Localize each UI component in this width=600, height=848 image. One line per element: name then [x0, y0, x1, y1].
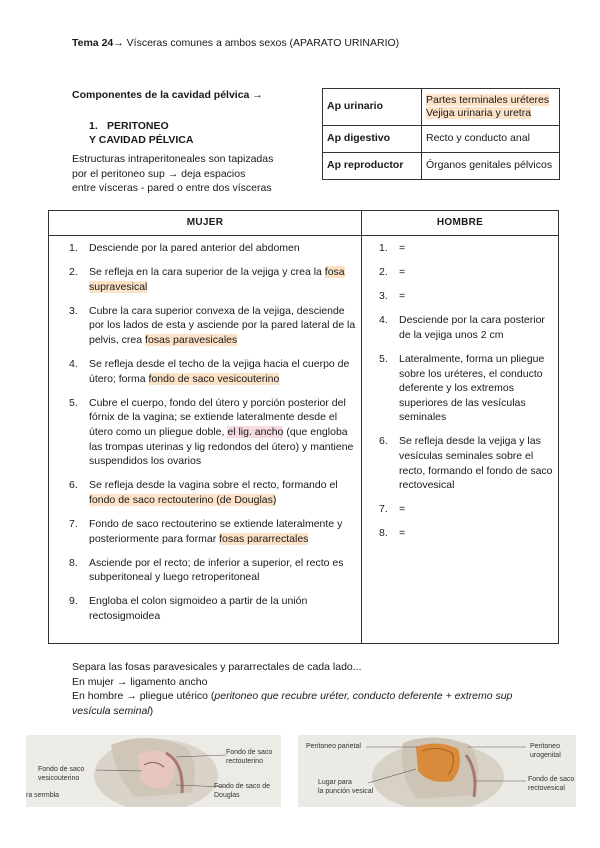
footer-italic: peritoneo que recubre uréter, conducto deferente + extremo sup vesícula seminal [72, 690, 513, 717]
footer-line: En mujer → ligamento ancho [72, 675, 208, 688]
item-text: Engloba el colon sigmoideo a partir de la unión rectosigmoidea [89, 595, 308, 622]
list-item [69, 478, 357, 507]
components-row-urinario [323, 89, 560, 126]
item-number: 8. [69, 556, 78, 569]
column-header-mujer: MUJER [186, 217, 224, 228]
list-item [379, 265, 554, 280]
item-number: 5. [69, 396, 78, 409]
item-text: = [399, 266, 406, 279]
highlight-text: fondo de saco rectouterino (de Douglas) [89, 493, 277, 506]
item-text: (que engloba las trompas uterinas y lig redondos del útero) y mantiene suspendidos los ovarios [89, 425, 354, 468]
components-row-reproductor [323, 153, 560, 180]
item-text: = [399, 503, 406, 516]
list-item [69, 556, 357, 585]
list-item [379, 352, 554, 425]
item-number: 8. [379, 527, 388, 540]
list-item [69, 241, 357, 256]
item-number: 7. [379, 503, 388, 516]
item-number: 9. [69, 595, 78, 608]
item-text: Cubre el cuerpo, fondo del útero y porción posterior del fórnix de la vagina; se extiende lateralmente desde el útero como un pliegue doble, [89, 396, 346, 438]
hombre-list [379, 241, 554, 551]
title-subtitle: Vísceras comunes a ambos sexos (APARATO URINARIO) [126, 37, 400, 49]
item-number: 4. [69, 358, 78, 371]
item-number: 2. [379, 266, 388, 279]
section-heading [89, 119, 193, 147]
footer-text: En hombre → pliegue utérico ( [72, 690, 215, 702]
list-item [379, 526, 554, 541]
title-arrow: → [113, 37, 124, 49]
components-row-digestivo [323, 126, 560, 153]
footer-notes [72, 660, 542, 718]
highlight-text: fosa supravesical [89, 266, 345, 293]
figure-label: Lugar para la punción vesical [318, 779, 374, 795]
list-item [379, 502, 554, 517]
male-pelvis-figure [298, 735, 576, 807]
list-item [379, 289, 554, 304]
list-item [69, 265, 357, 294]
footer-text: ) [149, 704, 154, 717]
column-header-hombre: HOMBRE [436, 217, 484, 228]
mujer-hombre-table [48, 210, 559, 644]
components-heading: Componentes de la cavidad pélvica → [72, 89, 263, 101]
column-divider [361, 211, 362, 643]
section-line2: Y CAVIDAD PÉLVICA [89, 134, 194, 146]
item-text: Asciende por el recto; de inferior a superior, el recto es subperitoneal y luego retroperitoneal [89, 556, 344, 584]
item-text: Lateralmente, forma un pliegue sobre los uréteres, el conducto deferente y los extremos superiores de las vesículas seminales [399, 352, 545, 424]
list-item [69, 594, 357, 623]
highlight-text: Vejiga urinaria y uretra [426, 107, 532, 119]
figure-label: Fondo de saco de Douglas [214, 783, 271, 799]
section-number: 1. [89, 120, 98, 132]
highlight-text: fosas paravesicales [145, 333, 238, 346]
figure-label: Fondo de saco rectouterino [226, 749, 273, 765]
components-table [322, 88, 560, 180]
footer-line: Separa las fosas paravesicales y pararrectales de cada lado... [72, 661, 362, 673]
item-number: 5. [379, 352, 388, 365]
item-number: 6. [69, 479, 78, 492]
item-number: 3. [379, 290, 388, 303]
intro-paragraph [72, 152, 312, 196]
figure-label: Peritoneo urogenital [530, 743, 561, 759]
highlight-text: fosas pararrectales [219, 532, 309, 545]
list-item [379, 434, 554, 492]
figure-label: Fondo de saco rectovesical [528, 776, 575, 792]
components-label: Ap reproductor [323, 153, 422, 180]
item-text: Se refleja desde la vejiga y las vesículas seminales sobre el recto, formando el fondo de saco rectovesical [399, 435, 553, 492]
item-number: 4. [379, 314, 388, 327]
figure-label: Peritoneo parietal [306, 743, 361, 750]
item-text: = [399, 242, 406, 254]
list-item [379, 313, 554, 342]
item-number: 7. [69, 517, 78, 530]
components-label: Ap urinario [323, 89, 422, 126]
section-line1: PERITONEO [107, 120, 169, 132]
highlight-text: el lig. ancho [227, 425, 284, 438]
female-pelvis-figure [26, 735, 281, 807]
components-label: Ap digestivo [323, 126, 422, 153]
item-text: Desciende por la cara posterior de la vejiga unos 2 cm [399, 314, 545, 341]
highlight-text: Partes terminales uréteres [426, 93, 550, 106]
item-text: Se refleja desde el techo de la vejiga hacia el cuerpo de útero; forma [89, 358, 350, 385]
figure-label: ra sermbla [26, 792, 60, 799]
footer-line [72, 689, 542, 718]
intro-line: entre vísceras - pared o entre dos vísceras [72, 182, 272, 194]
components-value [422, 89, 560, 126]
list-item [379, 241, 554, 256]
list-item [69, 357, 357, 386]
item-text: Cubre la cara superior convexa de la vejiga, desciende por los lados de esta y asciende por la pared lateral de la pelvis, crea [89, 304, 356, 346]
item-text: Fondo de saco rectouterino se extiende lateralmente y posteriormente para formar [89, 517, 343, 545]
item-number: 1. [379, 242, 388, 254]
item-text: Se refleja en la cara superior de la vejiga y crea la [89, 266, 325, 279]
item-number: 1. [69, 242, 78, 254]
figure-label: Fondo de saco vesicouterino [38, 766, 85, 782]
components-value: Órganos genitales pélvicos [422, 153, 560, 180]
mujer-list [69, 241, 357, 633]
topic-number: Tema 24 [72, 37, 114, 49]
item-number: 2. [69, 266, 78, 279]
list-item [69, 396, 357, 469]
document-title [72, 37, 399, 49]
list-item [69, 304, 357, 348]
item-text: Desciende por la pared anterior del abdomen [89, 242, 300, 254]
components-value: Recto y conducto anal [422, 126, 560, 153]
intro-line: por el peritoneo sup → deja espacios [72, 167, 246, 180]
highlight-text: fondo de saco vesicouterino [148, 372, 280, 385]
item-text: = [399, 290, 406, 303]
item-text: Se refleja desde la vagina sobre el recto, formando el [89, 479, 338, 492]
list-item [69, 517, 357, 546]
item-text: = [399, 527, 406, 540]
item-number: 6. [379, 435, 388, 448]
intro-line: Estructuras intraperitoneales son tapizadas [72, 153, 274, 165]
item-number: 3. [69, 304, 78, 317]
